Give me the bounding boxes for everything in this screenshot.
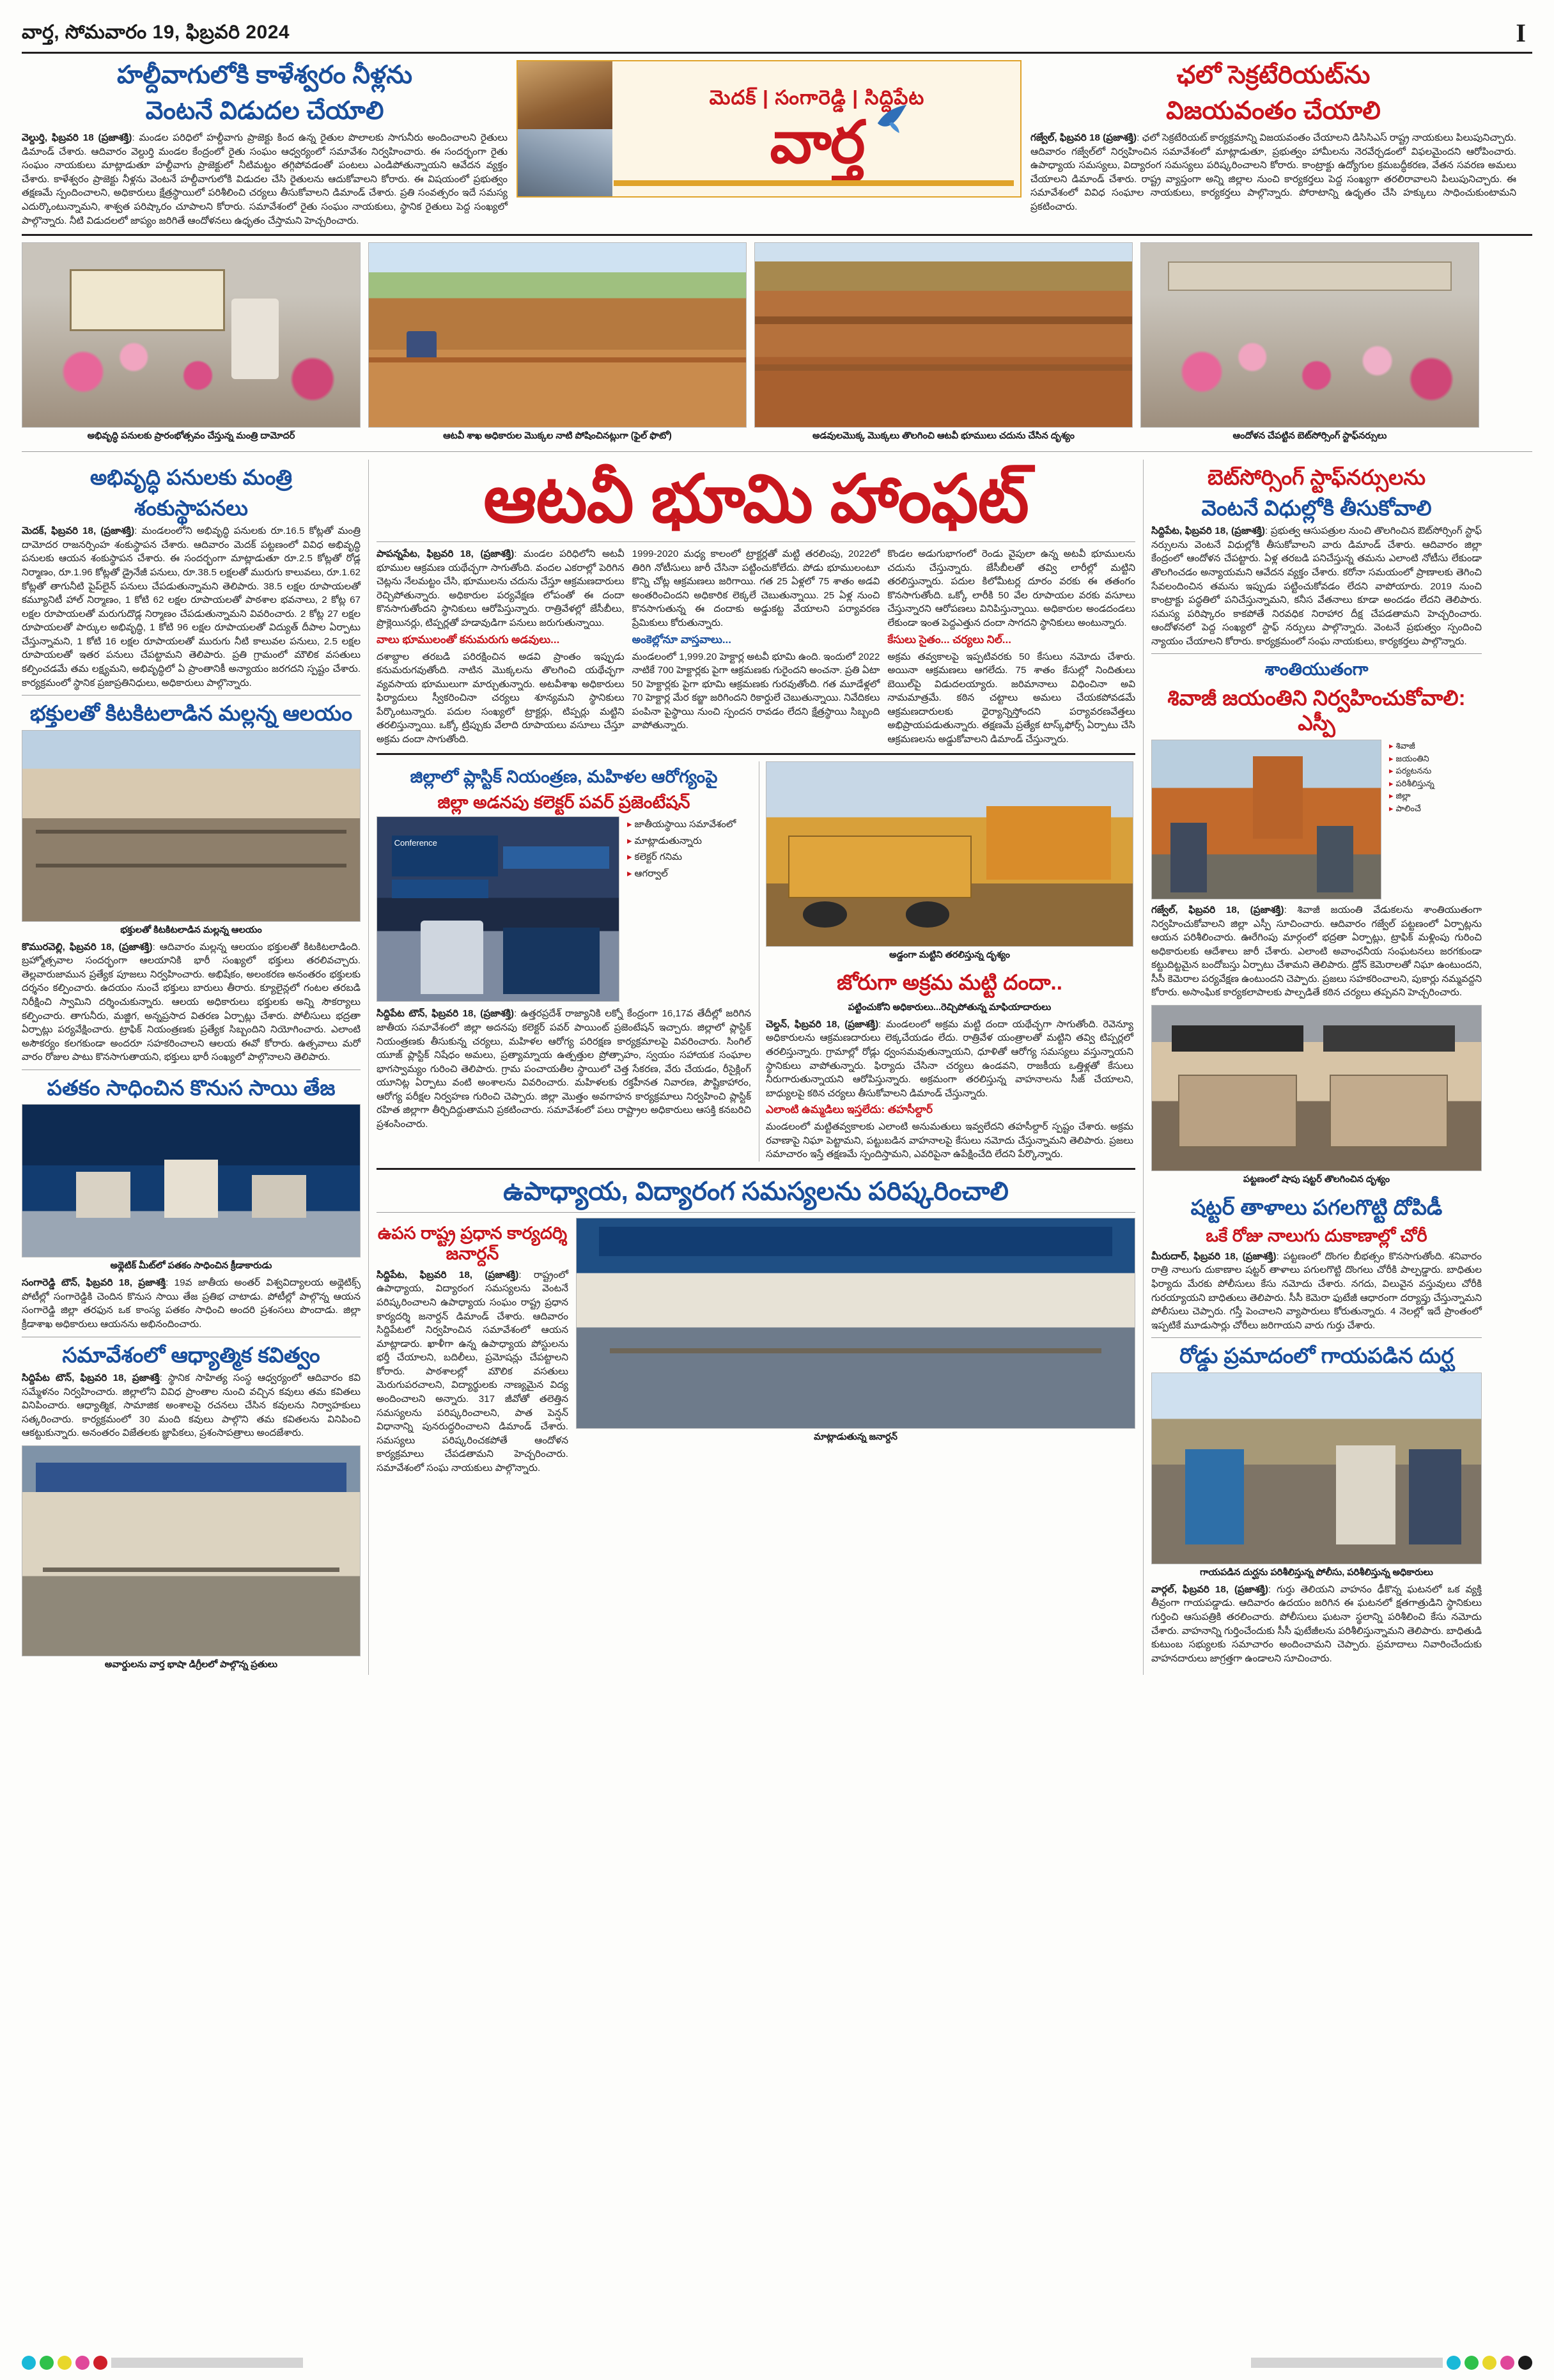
- plastic-subheading: జిల్లా అడనపు కలెక్టర్ పవర్ ప్రజెంటేషన్: [437, 792, 690, 812]
- top-photo-row: [22, 242, 1532, 446]
- caption-telugu-language-award-group: అవార్డులను వార్త భాషా డిగ్రీలలో పాల్గొన్న ప్రతులు: [104, 1660, 278, 1670]
- reg-dot-green-left: [40, 2356, 54, 2370]
- photo-accident-victim-roadside: [1151, 1373, 1482, 1564]
- photo-soil-excavation-site: [754, 242, 1133, 428]
- caption-shop-shutter-broken: పట్టణంలో షాపు షట్టర్ తొలగించిన దృశ్యం: [1243, 1174, 1390, 1185]
- plastic-story: [377, 761, 751, 1162]
- mid-lead-body: [377, 547, 625, 630]
- left-story1-body: [22, 524, 361, 690]
- right-story4-text: : గుర్తు తెలియని వాహనం ఢీకొన్న ఘటనలో ఒక వ్యక్తి తీవ్రంగా గాయపడ్డాడు. ఆదివారం ఉదయం జరిగిన ఈ ఘటనలో క్షతగాత్రుడిని స్థానికులు గుర్తించి ఆసుపత్రికి తరలించారు. పోలీసులు ఘటనా స్థలాన్ని పరిశీలించి కేసు నమోదు చేశారు. వాహనాన్ని గుర్తించేందుకు సీసీ ఫుటేజీలను పరిశీలిస్తున్నామని తెలిపారు. బాధితుడి కుటుంబ సభ్యులకు సమాచారం అందించామని చెప్పారు. ప్రమాదాలు నివారించేందుకు వాహనదారులు జాగ్రత్తగా ఉండాలని సూచించారు.: [1151, 1583, 1482, 1664]
- plastic-text: : ఉత్తరప్రదేశ్ రాజ్యానికి లక్నో కేంద్రంగా 16,17వ తేదీల్లో జరిగిన జాతీయ సమావేశంలో జిల్లా అదనపు కలెక్టర్ పవర్ పాయింట్ ప్రజెంటేషన్ ఇచ్చారు. జిల్లాలో ప్లాస్టిక్ నియంత్రణకు తీసుకున్న చర్యలు, మహిళల ఆరోగ్య పరిరక్షణ కార్యక్రమాలపై వివరించారు. సింగిల్ యూజ్ ప్లాస్టిక్ నిషేధం అమలు, ప్రత్యామ్నాయ ఉత్పత్తుల ప్రోత్సాహం, స్వయం సహాయక సంఘాల భాగస్వామ్యం గురించి తెలిపారు. గ్రామ పంచాయతీల స్థాయిలో చెత్త సేకరణ, వేరు చేయడం, రీసైక్లింగ్ యూనిట్ల ఏర్పాటు వంటి అంశాలను వివరించారు. మహిళలకు రక్తహీనత నివారణ, పౌష్టికాహారం, ఆరోగ్య పరీక్షల నిర్వహణ గురించి చెప్పారు. జిల్లా మొత్తం అవగాహన కార్యక్రమాలు నిర్వహించి ప్లాస్టిక్ రహిత జిల్లాగా తీర్చిదిద్దుతామని ప్రకటించారు. సమావేశంలో పలు రాష్ట్రాల అధికారులు ఆసక్తి కనబరిచి ప్రశంసించారు.: [377, 1008, 751, 1130]
- mid-para3: 1999-2020 మధ్య కాలంలో ట్రాక్టర్లతో మట్టి తరలింపు, 2022లో తిరిగి నోటీసులు జారీ చేసినా పట్టించుకోలేదు. పోడు భూములంటూ కొన్ని చోట్ల ఆక్రమణలు జరిగాయి. గత 25 ఏళ్లలో 75 శాతం అడవి అంతరించిందని అధికారిక లెక్కలే చెబుతున్నాయి. 25 ఏళ్ల నుంచి కొనసాగుతున్న ఈ దందాకు అడ్డుకట్ట వేయాలని పర్యావరణ ప్రేమికులు కోరుతున్నారు.: [632, 548, 880, 628]
- middle-column: [368, 460, 1135, 1675]
- shivaji-label-3: ▸ పరిశీలిస్తున్న: [1389, 777, 1482, 790]
- shivaji-label-4: ▸ జిల్లా: [1389, 789, 1482, 802]
- top-left-story: [22, 60, 508, 228]
- shivaji-label-5: ▸ పాలించే: [1389, 802, 1482, 815]
- right-story1-body: [1151, 524, 1482, 648]
- main-content-grid: [22, 460, 1532, 1675]
- mid-divider-2: [377, 753, 1135, 755]
- left-story3-heading: పతకం సాధించిన కొనుస సాయి తేజ: [47, 1075, 336, 1100]
- photo-shop-shutter-broken: [1151, 1005, 1482, 1171]
- masthead-underline: [614, 180, 1014, 186]
- sand-body2: మండలంలో మట్టితవ్వకాలకు ఎలాంటి అనుమతులు ఇవ్వలేదని తహసీల్దార్ స్పష్టం చేశారు. అక్రమ రవాణాపై నిఘా పెట్టామని, పట్టుబడిన వాహనాలపై కేసులు నమోదు చేస్తున్నామని తెలిపారు. ప్రజలు సమాచారం ఇస్తే తక్షణమే స్పందిస్తామని, ఎవరిపైనా ఉపేక్షించేది లేదని పేర్కొన్నారు.: [766, 1121, 1133, 1160]
- top-right-text: : ఛలో సెక్రటేరియట్ కార్యక్రమాన్ని విజయవంతం చేయాలని డిసిసిఎస్ రాష్ట్ర నాయకులు పిలుపునిచ్చారు. ఆదివారం గజ్వేల్‌లో నిర్వహించిన సమావేశంలో మాట్లాడుతూ, ప్రభుత్వం హామీలను నెరవేర్చడంలో విఫలమైందని ఆరోపించారు. ఉపాధ్యాయ సమస్యలు, విద్యారంగ సమస్యలు పరిష్కరించాలని కోరారు. కాంట్రాక్టు ఉద్యోగుల క్రమబద్ధీకరణ, వేతన సవరణ అమలు చేయాలని డిమాండ్ చేశారు. రాష్ట్ర వ్యాప్తంగా అన్ని జిల్లాల నుంచి కార్యకర్తలు పెద్ద సంఖ్యగా తరలిరావాలని పిలుపునిచ్చారు. ఈ సమావేశంలో వివిధ సంఘాల నాయకులు, కార్యకర్తలు పాల్గొన్నారు. పోరాటాన్ని ఉధృతం చేసి హక్కులు సాధించుకుంటామని ప్రకటించారు.: [1030, 132, 1516, 213]
- mid-para6: అక్రమ తవ్వకాలపై ఇప్పటివరకు 50 కేసులు నమోదు చేశారు. అయినా ఆక్రమణలు ఆగలేదు. 75 శాతం కేసుల్లో నిందితులు బెయిల్‌పై విడుదలయ్యారు. జరిమానాలు విధించినా అవి నామమాత్రమే. కఠిన చట్టాలు అమలు చేయకపోవడమే ఆక్రమణదారులకు ధైర్యాన్నిస్తోందని పర్యావరణవేత్తలు అభిప్రాయపడుతున్నారు. తక్షణమే ప్రత్యేక టాస్క్‌ఫోర్స్ ఏర్పాటు చేసి ఆక్రమణలను అడ్డుకోవాలని డిమాండ్ చేస్తున్నారు.: [887, 651, 1136, 745]
- print-registration-strip: [22, 2354, 1532, 2371]
- sand-body: [766, 1018, 1133, 1100]
- top-strip: [22, 60, 1532, 228]
- plastic-photo-row: [377, 816, 751, 1002]
- right-story3-body: [1151, 1250, 1482, 1332]
- plastic-photo-label-1: ▸ మాట్లాడుతున్నారు: [627, 833, 751, 850]
- mid-lead-dateline: పాపన్నపేట, ఫిబ్రవరి 18, (ప్రజాశక్తి): [377, 548, 515, 560]
- left-divider-1: [22, 695, 361, 696]
- right-story1-dateline: సిద్దిపేట, ఫిబ్రవరి 18, (ప్రజాశక్తి): [1151, 525, 1265, 537]
- photo-woman-speaking-at-conference: Conference: [377, 816, 619, 1002]
- top-right-body: [1030, 131, 1516, 214]
- caption-soil-excavation-site: అడవులమొక్క మొక్కలు తొలగించి ఆటవీ భూములు చదును చేసిన దృశ్యం: [812, 431, 1075, 442]
- reg-dot-magenta-left: [75, 2356, 89, 2370]
- reg-dot-green-right: [1465, 2356, 1479, 2370]
- left-story2-dateline: కొమురవెల్లి, ఫిబ్రవరి 18, (ప్రజాశక్తి): [22, 941, 153, 953]
- shivaji-photo-row: [1151, 740, 1482, 899]
- sand-subheading: పట్టించుకోని అధికారులు...రెచ్చిపోతున్న మాఫియాదారులు: [848, 1002, 1052, 1013]
- shivaji-label-1: ▸ జయంతిని: [1389, 752, 1482, 765]
- left-story2-heading: భక్తులతో కిటకిటలాడిన మల్లన్న ఆలయం: [29, 701, 353, 726]
- reg-gray-bar-right: [1251, 2358, 1443, 2368]
- teacher-heading: ఉపాధ్యాయ, విద్యారంగ సమస్యలను పరిష్కరించాలి: [503, 1178, 1009, 1206]
- reg-dot-yellow-left: [58, 2356, 72, 2370]
- masthead-date: వార్త, సోమవారం 19, ఫిబ్రవరి 2024: [22, 22, 290, 43]
- left-story2-body: [22, 940, 361, 1064]
- mid-lead-col-2: [632, 547, 880, 747]
- mid-para4: కొండల అడుగుభాగంలో రెండు వైపులా ఉన్న అటవీ భూములను చదును చేస్తున్నారు. జేసీబీలతో తవ్వి లారీల్లో మట్టిని తరలిస్తున్నారు. పదుల కిలోమీటర్ల దూరం వరకు ఈ తతంగం కొనసాగుతోంది. ఒక్కో లారీకి 50 వేల రూపాయల వరకు వసూలు చేస్తున్నారని ఆరోపణలు వినిపిస్తున్నాయి. అధికారుల అండదండలు లేకుండా ఇంత పెద్దఎత్తున దందా సాగదని స్థానికులు అంటున్నారు.: [887, 548, 1136, 628]
- teacher-row: [377, 1218, 1135, 1475]
- plastic-photo-labels: [625, 816, 751, 1002]
- caption-teachers-union-meeting: మాట్లాడుతున్న జనార్దన్: [814, 1432, 897, 1443]
- plastic-photo-label-3: ▸ ఆగర్వాల్: [627, 866, 751, 882]
- plastic-photo-label-0: ▸ జాతీయస్థాయి సమావేశంలో: [627, 816, 751, 833]
- mid-para2: దశాబ్దాల తరబడి పరిరక్షించిన అడవి ప్రాంతం ఇప్పుడు కనుమరుగవుతోంది. నాటిన మొక్కలను తొలగించి యథేచ్ఛగా వ్యవసాయ భూములుగా మార్చుతున్నారు. అటవీశాఖ అధికారులు ఫిర్యాదులు స్వీకరించినా చర్యలు శూన్యమని స్థానికులు పేర్కొంటున్నారు. పదుల సంఖ్యలో ట్రాక్టర్లు, టిప్పర్లు మట్టిని తరలిస్తున్నాయి. ఒక్కో ట్రిప్పుకు వేలాది రూపాయలు వసూలు చేస్తూ అక్రమ దందా సాగుతోంది.: [377, 651, 625, 745]
- right-story1-text: : ప్రభుత్వ ఆసుపత్రుల నుంచి తొలగించిన ఔట్‌సోర్సింగ్ స్టాఫ్ నర్సులను వెంటనే విధుల్లోకి తీసుకోవాలని వారు డిమాండ్ చేశారు. ఆదివారం జిల్లా కేంద్రంలో ఆందోళన చేపట్టారు. ఏళ్ల తరబడి పనిచేస్తున్న తమను ఎలాంటి నోటీసు లేకుండా తొలగించడం అన్యాయమని ఆవేదన వ్యక్తం చేశారు. కరోనా సమయంలో ప్రాణాలకు తెగించి సేవలందించిన తమను ఇప్పుడు పట్టించుకోవడం లేదని వాపోయారు. 2019 నుంచి కాంట్రాక్టు పద్ధతిలో పనిచేస్తున్నామని, కనీస వేతనాలు కూడా అందడం లేదని తెలిపారు. సమస్య పరిష్కారం కాకపోతే నిరవధిక నిరాహార దీక్ష చేపడతామని హెచ్చరించారు. ఆందోళనలో పెద్ద సంఖ్యలో స్టాఫ్ నర్సులు పాల్గొన్నారు. వెంటనే ప్రభుత్వం స్పందించి న్యాయం చేయాలని కోరారు. కార్యక్రమంలో సంఘ నాయకులు, కార్యకర్తలు పాల్గొన్నారు.: [1151, 525, 1482, 647]
- teacher-photo-col: [576, 1218, 1135, 1475]
- right-story4-dateline: వార్గల్, ఫిబ్రవరి 18, (ప్రజాశక్తి): [1151, 1583, 1268, 1595]
- masthead-photo-strip: [518, 61, 612, 196]
- right-divider-1: [1151, 653, 1482, 654]
- top-left-text: : మండల పరిధిలో హల్దీవాగు ప్రాజెక్టు కింద ఉన్న రైతుల పొలాలకు సాగునీరు అందించాలని రైతులు డిమాండ్ చేశారు. ఆదివారం వెల్దుర్తి మండల కేంద్రంలో రైతు సంఘం ఆధ్వర్యంలో సమావేశం నిర్వహించారు. ఈ సందర్భంగా రైతు సంఘం నాయకులు మాట్లాడుతూ హల్దీవాగు ప్రాజెక్టులో నీటిమట్టం తగ్గిపోవడంతో పంటలు ఎండిపోతున్నాయని ఆవేదన వ్యక్తం చేశారు. కాళేశ్వరం ప్రాజెక్టు నీళ్లను వెంటనే హల్దీవాగులోకి విడుదల చేసి రైతులను ఆదుకోవాలని కోరారు. ఈ విషయంలో ప్రభుత్వం తక్షణమే స్పందించాలని, అధికారులు క్షేత్రస్థాయిలో పరిశీలించి చర్యలు తీసుకోవాలని డిమాండ్ చేశారు. ప్రతి సంవత్సరం ఇదే సమస్య ఎదుర్కొంటున్నామని, శాశ్వత పరిష్కారం చూపాలని కోరారు. సమావేశంలో రైతు సంఘం నాయకులు, స్థానిక రైతులు పెద్ద సంఖ్యలో పాల్గొన్నారు. నీటి విడుదలలో జాప్యం జరిగితే ఆందోళనలు ఉధృతం చేస్తామని హెచ్చరించారు.: [22, 132, 508, 226]
- masthead-photo-clocktower: [518, 129, 612, 197]
- photo-telugu-language-award-group: [22, 1445, 361, 1656]
- left-story3-dateline: సంగారెడ్డి టౌన్, ఫిబ్రవరి 18, ప్రజాశక్తి: [22, 1277, 166, 1289]
- photo-athlete-medal-podium: [22, 1104, 361, 1257]
- left-story1-heading-1: అభివృద్ధి పనులకు మంత్రి: [89, 465, 293, 490]
- right-story1-heading-2: వెంటనే విధుల్లోకి తీసుకోవాలి: [1201, 495, 1432, 520]
- mid-divider-1: [377, 541, 1135, 542]
- plastic-dateline: సిద్దిపేట టౌన్, ఫిబ్రవరి 18, (ప్రజాశక్తి): [377, 1008, 515, 1020]
- teacher-divider: [377, 1212, 1135, 1213]
- left-story4-body: [22, 1371, 361, 1440]
- photo-temple-devotees-crowd: [22, 730, 361, 922]
- sand-dateline: చెల్దన్, ఫిబ్రవరి 18, (ప్రజాశక్తి): [766, 1018, 879, 1030]
- mid-sub2: అంకెల్లోనూ వాస్తవాలు...: [632, 633, 731, 646]
- sand-story: [759, 761, 1133, 1162]
- left-divider-2: [22, 1069, 361, 1070]
- mid-lead-columns: [377, 547, 1135, 747]
- teacher-section: [377, 1176, 1135, 1475]
- top-right-headline-1: ఛలో సెక్రటేరియట్‌ను: [1176, 61, 1371, 89]
- caption-temple-devotees-crowd: భక్తులతో కిటకిటలాడిన మల్లన్న ఆలయం: [120, 924, 262, 935]
- caption-minister-unveiling-plaque: అభివృద్ధి పనులకు ప్రారంభోత్సవం చేస్తున్న మంత్రి దామోదర్: [87, 431, 295, 442]
- shivaji-label-2: ▸ పర్యటనను: [1389, 765, 1482, 777]
- right-story4-heading: రోడ్డు ప్రమాదంలో గాయపడిన దుర్ఘ: [1179, 1344, 1454, 1368]
- shivaji-heading-1: శాంతియుతంగా: [1264, 660, 1369, 680]
- top-left-dateline: వెల్దుర్తి, ఫిబ్రవరి 18 (ప్రజాశక్తి): [22, 132, 132, 144]
- left-story1-text: : మండలంలోని అభివృద్ధి పనులకు రూ.16.5 కోట్లతో మంత్రి దామోదర రాజనర్సింహ శంకుస్థాపన చేశారు. ఆదివారం మెదక్ పట్టణంలో వివిధ అభివృద్ధి పనులకు ఆయన శంకుస్థాపన చేశారు. ఈ సందర్భంగా మాట్లాడుతూ రూ.2.5 కోట్లతో రోడ్ల నిర్మాణం, రూ.1.96 కోట్లతో డ్రైనేజీ పనులు, రూ.38.5 లక్షలతో మురుగు కాలువలు, రూ.1.62 కోట్లతో తాగునీటి పైప్‌లైన్ పనులు చేపడుతున్నామని తెలిపారు. 38.5 లక్షల రూపాయలతో కమ్యూనిటీ హాల్ నిర్మాణం, 1 కోటి 62 లక్షల రూపాయలతో పాఠశాల భవనాలు, 2 కోట్ల 67 లక్షల రూపాయలతో మరుగుదొడ్ల నిర్మాణం చేపడుతున్నామని వివరించారు. 2 కోట్ల 27 లక్షల రూపాయలతో పార్కుల అభివృద్ధి, 1 కోటి 96 లక్షల రూపాయలతో విద్యుత్ దీపాల ఏర్పాటు చేస్తున్నామని, 1 కోటి 16 లక్షల రూపాయలతో మురుగు నీటి కాలువల పనులు, 2.5 లక్షల రూపాయలతో ఇతర పనులు చేపట్టామని తెలిపారు. ప్రతి గ్రామంలో మౌలిక వసతులు కల్పించడమే తమ లక్ష్యమని, అభివృద్ధిలో ఏ ప్రాంతానికీ అన్యాయం జరగదని స్పష్టం చేశారు. కార్యక్రమంలో స్థానిక ప్రజాప్రతినిధులు, అధికారులు పాల్గొన్నారు.: [22, 525, 361, 688]
- left-story4-text: : స్థానిక సాహిత్య సంస్థ ఆధ్వర్యంలో ఆదివారం కవి సమ్మేళనం నిర్వహించారు. జిల్లాలోని వివిధ ప్రాంతాల నుంచి వచ్చిన కవులు తమ కవితలు వినిపించారు. ఆధ్యాత్మిక, సామాజిక అంశాలపై రచనలు చేసిన కవులను నిర్వాహకులు సత్కరించారు. కార్యక్రమంలో 30 మంది కవులు పాల్గొని తమ కవితలను వినిపించి ఆకట్టుకున్నారు. అనంతరం విజేతలకు జ్ఞాపికలు, ప్రశంసాపత్రాలు అందజేశారు.: [22, 1373, 361, 1439]
- masthead-bar: [22, 18, 1532, 54]
- photo-teachers-union-meeting: [576, 1218, 1135, 1429]
- mid-sub3: కేసులు సైతం... చర్యలు నిల్...: [887, 633, 1011, 646]
- masthead-logo: [517, 60, 1022, 198]
- mid-second-row: [377, 761, 1135, 1162]
- photo-police-officers-at-statue: [1151, 740, 1381, 899]
- logo-column: [517, 60, 1022, 228]
- top-right-headline-2: విజయవంతం చేయాలి: [1166, 97, 1381, 125]
- left-story1-heading-2: శంకుస్థాపనలు: [134, 495, 248, 520]
- reg-gray-bar-left: [111, 2358, 303, 2368]
- teacher-body: [377, 1268, 568, 1475]
- right-story4-body: [1151, 1583, 1482, 1665]
- reg-dot-yellow-right: [1482, 2356, 1496, 2370]
- shivaji-heading-2: శివాజీ జయంతిని నిర్వహించుకోవాలి: ఎస్పీ: [1167, 685, 1466, 735]
- top-right-story: [1030, 60, 1516, 228]
- teacher-subheading: ఉపస రాష్ట్ర ప్రధాన కార్యదర్శి జనార్దన్: [377, 1224, 568, 1264]
- teacher-dateline: సిద్దిపేట, ఫిబ్రవరి 18, (ప్రజాశక్తి): [377, 1269, 519, 1280]
- shivaji-label-0: ▸ శివాజీ: [1389, 740, 1482, 752]
- left-story2-text: : ఆదివారం మల్లన్న ఆలయం భక్తులతో కిటకిటలాడింది. బ్రహ్మోత్సవాల సందర్భంగా ఆలయానికి భారీ సంఖ్యలో భక్తులు తరలివచ్చారు. తెల్లవారుజామున ప్రత్యేక పూజలు నిర్వహించారు. అభిషేకం, అలంకరణ అనంతరం భక్తులకు దర్శనం కల్పించారు. ఉదయం నుంచే భక్తులు బారులు తీరారు. క్యూలైన్లలో గంటల తరబడి నిరీక్షించి స్వామిని దర్శించుకున్నారు. ఆలయ అధికారులు భక్తులకు అన్ని సౌకర్యాలు కల్పించారు. తాగునీరు, మజ్జిగ, అన్నప్రసాద వితరణ ఏర్పాట్లు చేశారు. పోలీసులు భద్రతా ఏర్పాట్లు పర్యవేక్షించారు. ట్రాఫిక్ నియంత్రణకు ప్రత్యేక సిబ్బందిని నియోగించారు. ఎలాంటి అసౌకర్యం కలగకుండా అందరూ సహకరించాలని ఆలయ ఈవో కోరారు. ఉత్సవాలు మరో వారం రోజుల పాటు కొనసాగుతాయని, భక్తులు భారీ సంఖ్యలో పాల్గొనాలని తెలిపారు.: [22, 941, 361, 1063]
- photo-atv-land-digging: [368, 242, 747, 428]
- photo-women-protest-sitting: [1140, 242, 1479, 428]
- photo-tipper-truck-loading-soil: [766, 761, 1133, 947]
- right-story2-body: [1151, 903, 1482, 1000]
- reg-dot-cyan-right: [1447, 2356, 1461, 2370]
- mid-lead-text: : మండల పరిధిలోని అటవీ భూముల ఆక్రమణ యథేచ్ఛగా సాగుతోంది. వందల ఎకరాల్లో పెరిగిన చెట్లను నేలమట్టం చేసి, భూములను చదును చేస్తూ ఆక్రమణదారులు రెచ్చిపోతున్నారు. అధికారుల పర్యవేక్షణ లోపంతో ఈ దందా కొనసాగుతోందని స్థానికులు ఆరోపిస్తున్నారు. రాత్రివేళల్లో జేసీబీలు, ప్రొక్లెయినర్లు, టిప్పర్లతో హడావుడిగా పనులు జరుగుతున్నాయి.: [377, 548, 625, 628]
- left-story4-dateline: సిద్దిపేట టౌన్, ఫిబ్రవరి 18, ప్రజాశక్తి: [22, 1373, 160, 1384]
- masthead-wordmark: వార్త: [770, 110, 864, 176]
- sand-heading: జోరుగా అక్రమ మట్టి దందా..: [837, 970, 1062, 995]
- plastic-heading: జిల్లాలో ప్లాస్టిక్ నియంత్రణ, మహిళల ఆరోగ్యంపై: [410, 766, 718, 786]
- caption-accident-victim-roadside: గాయపడిన దుర్ఘను పరిశీలిస్తున్న పోలీసు, పరిశీలిస్తున్న అధికారులు: [1200, 1567, 1433, 1578]
- mid-sub1: వాలు భూములంతో కనుమరుగు అడవులు...: [377, 633, 560, 646]
- teacher-text-col: [377, 1218, 568, 1475]
- top-right-dateline: గజ్వేల్, ఫిబ్రవరి 18 (ప్రజాశక్తి): [1030, 132, 1137, 144]
- right-story3-text: : పట్టణంలో దొంగల బీభత్సం కొనసాగుతోంది. శనివారం రాత్రి నాలుగు దుకాణాల షట్టర్ తాళాలు పగులగొట్టి దొంగలు చోరీకి పాల్పడ్డారు. బాధితుల ఫిర్యాదు మేరకు పోలీసులు కేసు నమోదు చేశారు. నగదు, విలువైన వస్తువులు చోరీకి గురయ్యాయని బాధితులు తెలిపారు. సీసీ కెమెరా ఫుటేజీ ఆధారంగా దర్యాప్తు చేస్తున్నామని పోలీసులు చెప్పారు. గస్తీ పెంచాలని వ్యాపారులు కోరుతున్నారు. 4 నెలల్లో ఇదే ప్రాంతంలో ఇప్పటికే మూడుసార్లు చోరీలు జరిగాయని వారు గుర్తు చేశారు.: [1151, 1250, 1482, 1331]
- right-column: [1143, 460, 1482, 1675]
- mid-lead-col-1: [377, 547, 625, 747]
- photo-row-divider: [22, 451, 1532, 452]
- left-story1-dateline: మెదక్, ఫిబ్రవరి 18, (ప్రజాశక్తి): [22, 525, 135, 537]
- reg-dot-cyan-left: [22, 2356, 36, 2370]
- teacher-text: : రాష్ట్రంలో ఉపాధ్యాయ, విద్యారంగ సమస్యలను వెంటనే పరిష్కరించాలని ఉపాధ్యాయ సంఘం రాష్ట్ర ప్రధాన కార్యదర్శి జనార్దన్ డిమాండ్ చేశారు. ఆదివారం సిద్దిపేటలో నిర్వహించిన సమావేశంలో ఆయన మాట్లాడారు. ఖాళీగా ఉన్న ఉపాధ్యాయ పోస్టులను భర్తీ చేయాలని, బదిలీలు, ప్రమోషన్లు చేపట్టాలని కోరారు. పాఠశాలల్లో మౌలిక వసతులు మెరుగుపరచాలని, విద్యార్థులకు నాణ్యమైన విద్య అందించాలని అన్నారు. 317 జీవోతో తలెత్తిన సమస్యలను పరిష్కరించాలని, పాత పెన్షన్ విధానాన్ని పునరుద్ధరించాలని డిమాండ్ చేశారు. సమస్యలు పరిష్కరించకపోతే ఆందోళన కార్యక్రమాలు చేపడతామని హెచ్చరించారు. సమావేశంలో సంఘ నాయకులు పాల్గొన్నారు.: [377, 1269, 568, 1474]
- sand-sub: ఎలాంటి ఉమ్మడిలు ఇస్తలేదు: తహసీల్దార్: [766, 1103, 933, 1116]
- right-story1-heading-1: బెట్‌సోర్సింగ్ స్టాఫ్‌నర్సులను: [1207, 465, 1426, 490]
- mid-para5: మండలంలో 1,999.20 హెక్టార్ల అటవీ భూమి ఉంది. ఇందులో 2022 నాటికే 700 హెక్టార్లకు పైగా ఆక్రమణకు గురైందని అంచనా. ప్రతి ఏటా 50 హెక్టార్లకు పైగా భూమి ఆక్రమణకు గురవుతోంది. గత మూడేళ్లలో 70 హెక్టార్ల మేర కబ్జా జరిగిందని రికార్డులే చెబుతున్నాయి. నివేదికలు పంపినా పైస్థాయి నుంచి స్పందన రావడం లేదని క్షేత్రస్థాయి సిబ్బంది వాపోతున్నారు.: [632, 651, 880, 731]
- mid-divider-3: [377, 1168, 1135, 1170]
- top-left-body: [22, 131, 508, 228]
- left-column: [22, 460, 361, 1675]
- top-left-headline-1: హల్దీవాగులోకి కాళేశ్వరం నీళ్లను: [117, 61, 412, 89]
- right-story2-text: : శివాజీ జయంతి వేడుకలను శాంతియుతంగా నిర్వహించుకోవాలని జిల్లా ఎస్పీ సూచించారు. ఆదివారం గజ్వేల్ పట్టణంలో ఏర్పాట్లను ఆయన పరిశీలించారు. ఊరేగింపు మార్గంలో భద్రతా ఏర్పాట్లు, ట్రాఫిక్ మళ్లింపు గురించి అధికారులకు ఆదేశాలు జారీ చేశారు. ఎలాంటి అవాంఛనీయ సంఘటనలు జరగకుండా కట్టుదిట్టమైన బందోబస్తు ఏర్పాటు చేశామని తెలిపారు. డ్రోన్ కెమెరాలతో నిఘా ఉంటుందని, సీసీ కెమెరాల పర్యవేక్షణ ఉంటుందని చెప్పారు. ప్రజలు సహకరించాలని, పుకార్లు నమ్మవద్దని కోరారు. అసాంఘిక కార్యకలాపాలకు పాల్పడితే కఠిన చర్యలు తప్పవని హెచ్చరించారు.: [1151, 905, 1482, 999]
- main-headline: ఆటవీ భూమి హాంఫట్: [483, 462, 1029, 537]
- caption-athlete-medal-podium: అథ్లెటిక్ మీట్‌లో పతకం సాధించిన క్రీడాకారుడు: [110, 1261, 272, 1272]
- page-number: I: [1516, 19, 1526, 47]
- right-divider-2: [1151, 1337, 1482, 1338]
- sand-text: : మండలంలో అక్రమ మట్టి దందా యథేచ్ఛగా సాగుతోంది. రెవెన్యూ అధికారులను ఆక్రమణదారులు లెక్కచేయడం లేదు. రాత్రివేళ యంత్రాలతో మట్టిని తవ్వి టిప్పర్లలో తరలిస్తున్నారు. గ్రామాల్లో రోడ్లు ధ్వంసమవుతున్నాయని, ధూళితో ఆరోగ్య సమస్యలు వస్తున్నాయని స్థానికులు వాపోతున్నారు. ఫిర్యాదు చేసినా చర్యలు ఉండవని, రాజకీయ ఒత్తిళ్లతో కేసులు నీరుగారుతున్నాయని ఆరోపిస్తున్నారు. అక్రమంగా తరలిస్తున్న వాహనాలను సీజ్ చేయాలని, బాధ్యులపై కఠిన చర్యలు తీసుకోవాలని డిమాండ్ చేస్తున్నారు.: [766, 1018, 1133, 1099]
- mid-lead-col-3: [887, 547, 1135, 747]
- caption-women-protest-sitting: ఆందోళన చేపట్టిన బెట్‌సోర్సింగ్ స్టాఫ్‌నర్సులు: [1232, 431, 1387, 442]
- caption-tipper-truck-loading-soil: అడ్డంగా మట్టిని తరలిస్తున్న దృశ్యం: [889, 949, 1010, 960]
- masthead-photo-temple: [518, 61, 612, 129]
- reg-dot-black-right: [1518, 2356, 1532, 2370]
- right-story3-heading-1: షట్టర్ తాళాలు పగలగొట్టి దోపిడీ: [1190, 1195, 1443, 1219]
- plastic-photo-label-2: ▸ కలెక్టర్ గనిమ: [627, 849, 751, 866]
- shivaji-photo-labels: [1387, 740, 1482, 899]
- left-story4-heading: సమావేశంలో ఆధ్యాత్మిక కవిత్వం: [62, 1342, 320, 1367]
- left-story3-body: [22, 1276, 361, 1331]
- right-story3-heading-2: ఒకే రోజు నాలుగు దుకాణాల్లో చోరీ: [1206, 1225, 1427, 1245]
- right-story2-dateline: గజ్వేల్, ఫిబ్రవరి 18, (ప్రజాశక్తి): [1151, 905, 1284, 916]
- masthead-editions: మెదక్ | సంగారెడ్డి | సిద్దిపేట: [709, 86, 925, 109]
- left-story3-text: : 19వ జాతీయ అంతర్ విశ్వవిద్యాలయ అథ్లెటిక్స్ పోటీల్లో సంగారెడ్డికి చెందిన కొనుస సాయి తేజ ప్రతిభ చాటాడు. పోటీల్లో పాల్గొన్న ఆయన సంగారెడ్డి జిల్లా తరఫున ఒక కాంస్య పతకం సాధించి అందరి ప్రశంసలు పొందాడు. జిల్లా క్రీడాశాఖ అధికారులు ఆయనను అభినందించారు.: [22, 1277, 361, 1330]
- plastic-body: [377, 1007, 751, 1131]
- dove-icon: [874, 100, 912, 137]
- reg-dot-red-left: [93, 2356, 107, 2370]
- right-story3-dateline: మీరుదార్, ఫిబ్రవరి 18, (ప్రజాశక్తి): [1151, 1250, 1277, 1262]
- photo-minister-unveiling-plaque: [22, 242, 361, 428]
- top-left-headline-2: వెంటనే విడుదల చేయాలి: [145, 97, 384, 125]
- reg-dot-magenta-right: [1500, 2356, 1514, 2370]
- caption-atv-land-digging: ఆటవీ శాఖ అధికారుల మొక్కల నాటి పోషించినట్లుగా (ఫైల్ ఫొటో): [443, 431, 672, 442]
- masthead-divider: [22, 234, 1532, 236]
